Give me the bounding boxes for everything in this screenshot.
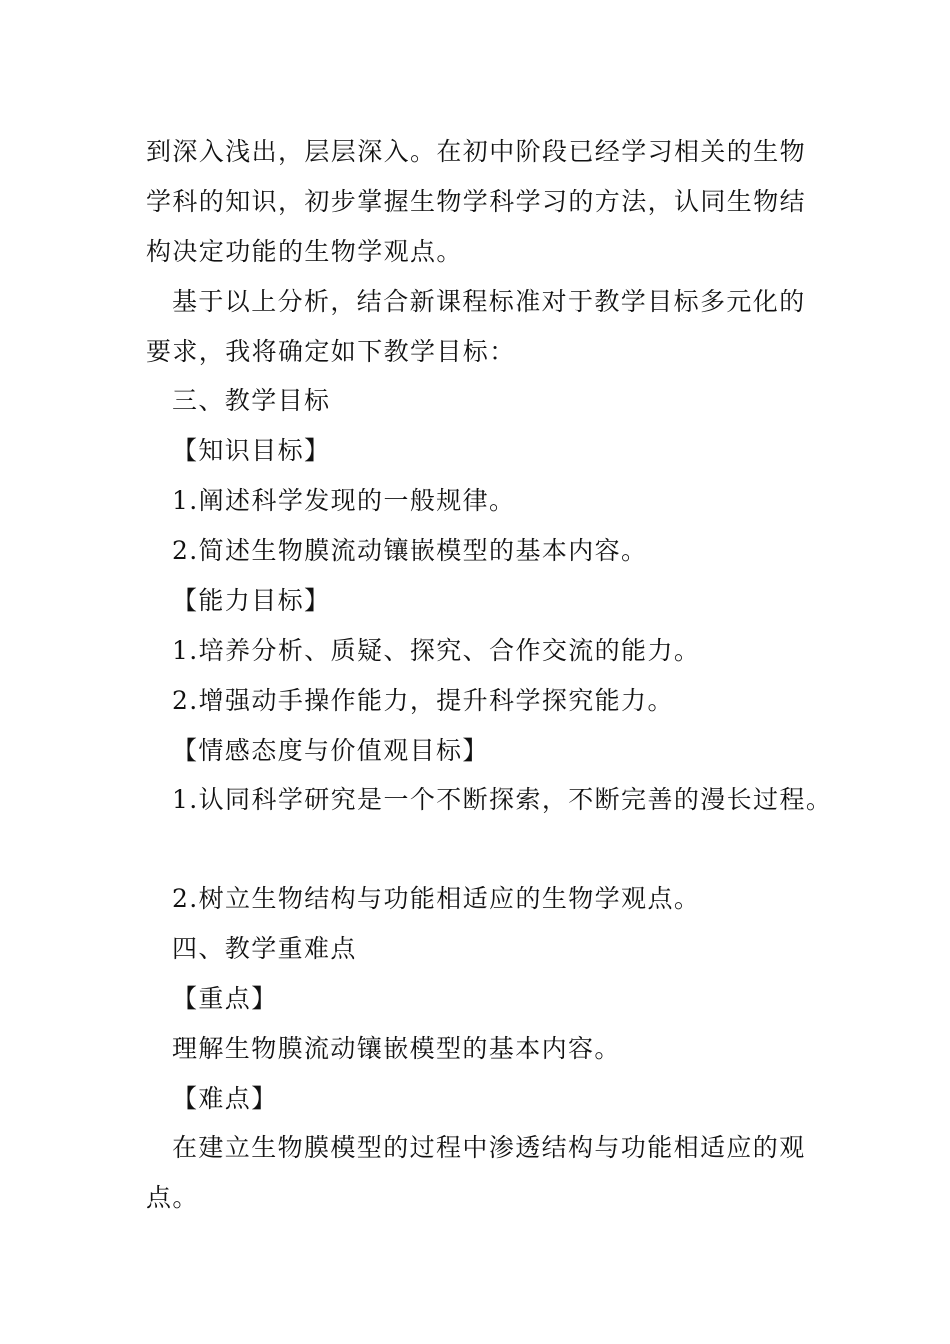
subsection-heading: 【情感态度与价值观目标】 (172, 736, 489, 765)
list-item: 2.树立生物结构与功能相适应的生物学观点。 (172, 884, 701, 913)
list-item: 2.简述生物膜流动镶嵌模型的基本内容。 (172, 536, 648, 565)
section-heading: 四、教学重难点 (172, 934, 357, 963)
paragraph-line: 构决定功能的生物学观点。 (146, 237, 463, 266)
paragraph-line: 要求，我将确定如下教学目标： (146, 337, 516, 366)
section-heading: 三、教学目标 (172, 386, 331, 415)
list-item: 1.培养分析、质疑、探究、合作交流的能力。 (172, 636, 701, 665)
subsection-heading: 【知识目标】 (172, 436, 331, 465)
subsection-heading: 【难点】 (172, 1084, 278, 1113)
list-item: 1.认同科学研究是一个不断探索，不断完善的漫长过程。 (172, 785, 833, 814)
list-item: 1.阐述科学发现的一般规律。 (172, 486, 516, 515)
paragraph-line: 学科的知识，初步掌握生物学科学习的方法，认同生物结 (146, 187, 807, 216)
paragraph-line: 基于以上分析，结合新课程标准对于教学目标多元化的 (172, 287, 806, 316)
list-item: 2.增强动手操作能力，提升科学探究能力。 (172, 686, 674, 715)
subsection-heading: 【能力目标】 (172, 586, 331, 615)
paragraph-line: 理解生物膜流动镶嵌模型的基本内容。 (172, 1034, 621, 1063)
subsection-heading: 【重点】 (172, 984, 278, 1013)
paragraph-line: 在建立生物膜模型的过程中渗透结构与功能相适应的观 (172, 1133, 806, 1162)
paragraph-line: 点。 (146, 1183, 199, 1212)
paragraph-line: 到深入浅出，层层深入。在初中阶段已经学习相关的生物 (146, 137, 807, 166)
